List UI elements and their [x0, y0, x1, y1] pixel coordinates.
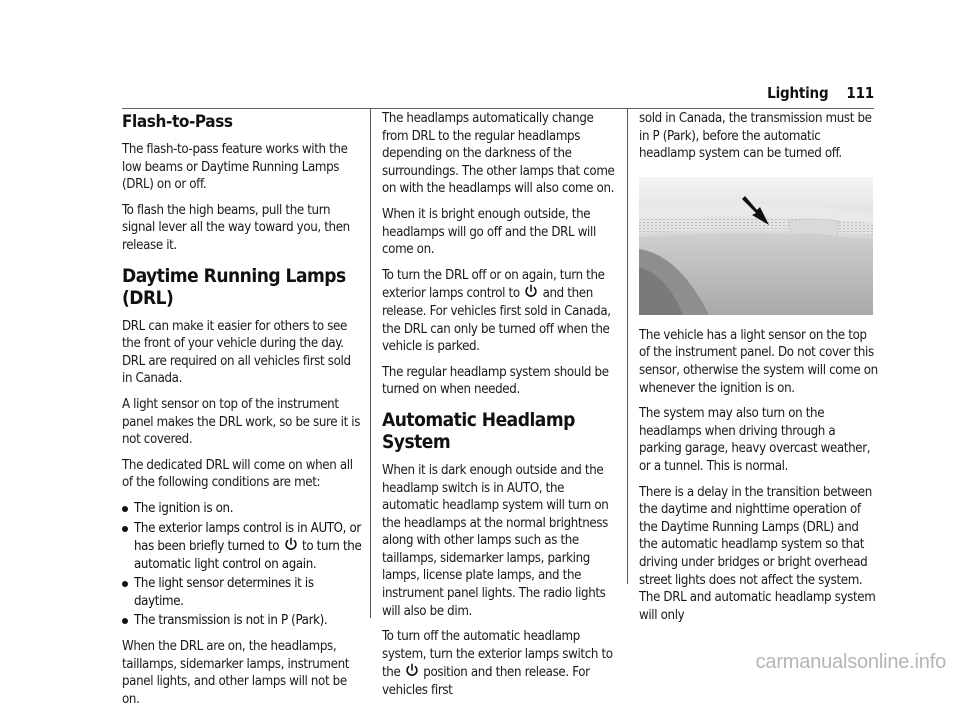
paragraph: The regular headlamp system should be turned on when needed.	[382, 364, 609, 398]
page-header	[767, 84, 874, 102]
column-1	[122, 112, 362, 716]
list-item: The transmission is not in P (Park).	[122, 612, 362, 630]
power-icon	[524, 284, 538, 298]
power-icon	[284, 537, 298, 551]
paragraph: DRL can make it easier for others to see the front of your vehicle during the day. DRL are required on all vehicles first sold in Canada.	[122, 318, 351, 387]
list-item: The ignition is on.	[122, 500, 362, 518]
paragraph: When the DRL are on, the headlamps, taillamps, sidemarker lamps, instrument panel lights, and other lamps will not be on.	[122, 639, 350, 707]
column-2	[382, 110, 622, 708]
paragraph: The dedicated DRL will come on when all of the following conditions are met:	[122, 457, 353, 491]
paragraph: To turn the DRL off or on again, turn the exterior lamps control to and then release. For vehicles first sold in Canada, the DRL can only be turned off when the vehicle is parked.	[382, 267, 611, 355]
paragraph: A light sensor on top of the instrument panel makes the DRL work, so be sure it is not covered.	[122, 396, 361, 448]
paragraph: To turn off the automatic headlamp system, turn the exterior lamps switch to the position and then release. For vehicles first	[382, 629, 613, 699]
paragraph: The system may also turn on the headlamps when driving through a parking garage, heavy overcast weather, or a tunnel. This is normal.	[639, 406, 871, 474]
paragraph: The flash-to-pass feature works with the low beams or Daytime Running Lamps (DRL) on or off.	[122, 142, 348, 193]
heading-flash-to-pass: Flash-to-Pass	[122, 112, 233, 132]
paragraph: sold in Canada, the transmission must be in P (Park), before the automatic headlamp system can be turned off.	[639, 111, 872, 162]
list-item: The light sensor determines it is daytime.	[122, 575, 362, 610]
paragraph: To flash the high beams, pull the turn signal lever all the way toward you, then release it.	[122, 202, 350, 253]
column-3	[639, 110, 879, 632]
paragraph: There is a delay in the transition between the daytime and nighttime operation of the Daytime Running Lamps (DRL) and the automatic headlamp system so that driving under bridges or bright overhead street lights does not affect the system. The DRL and automatic headlamp system will only	[639, 484, 876, 623]
column-divider	[627, 108, 628, 584]
watermark-text[interactable]: carmanualsonline.info	[755, 651, 946, 673]
paragraph: When it is bright enough outside, the headlamps will go off and the DRL will come on.	[382, 206, 596, 258]
header-rule	[122, 108, 874, 109]
section-title: Lighting	[767, 84, 829, 102]
heading-drl: Daytime Running Lamps (DRL)	[122, 264, 346, 309]
heading-automatic-headlamp: Automatic Headlamp System	[382, 408, 575, 453]
light-sensor-photo	[639, 177, 873, 315]
page-number: 111	[846, 84, 874, 102]
list-item: The exterior lamps control is in AUTO, or has been briefly turned to to turn the automatic light control on again.	[122, 520, 362, 574]
power-icon	[405, 663, 419, 677]
dashboard-image	[639, 177, 873, 315]
paragraph: When it is dark enough outside and the headlamp switch is in AUTO, the automatic headlamp system will turn on the headlamps at the normal brightness along with other lamps such as the taillamps, sidemarker lamps, parking lamps, license plate lamps, and the instrument panel lights. The radio lights will also be dim.	[382, 462, 609, 619]
column-divider	[370, 108, 371, 618]
conditions-list	[122, 500, 362, 630]
paragraph: The vehicle has a light sensor on the top of the instrument panel. Do not cover this sensor, otherwise the system will come on whenever the ignition is on.	[639, 327, 878, 396]
paragraph: The headlamps automatically change from DRL to the regular headlamps depending on the darkness of the surroundings. The other lamps that come on with the headlamps will also come on.	[382, 111, 615, 197]
